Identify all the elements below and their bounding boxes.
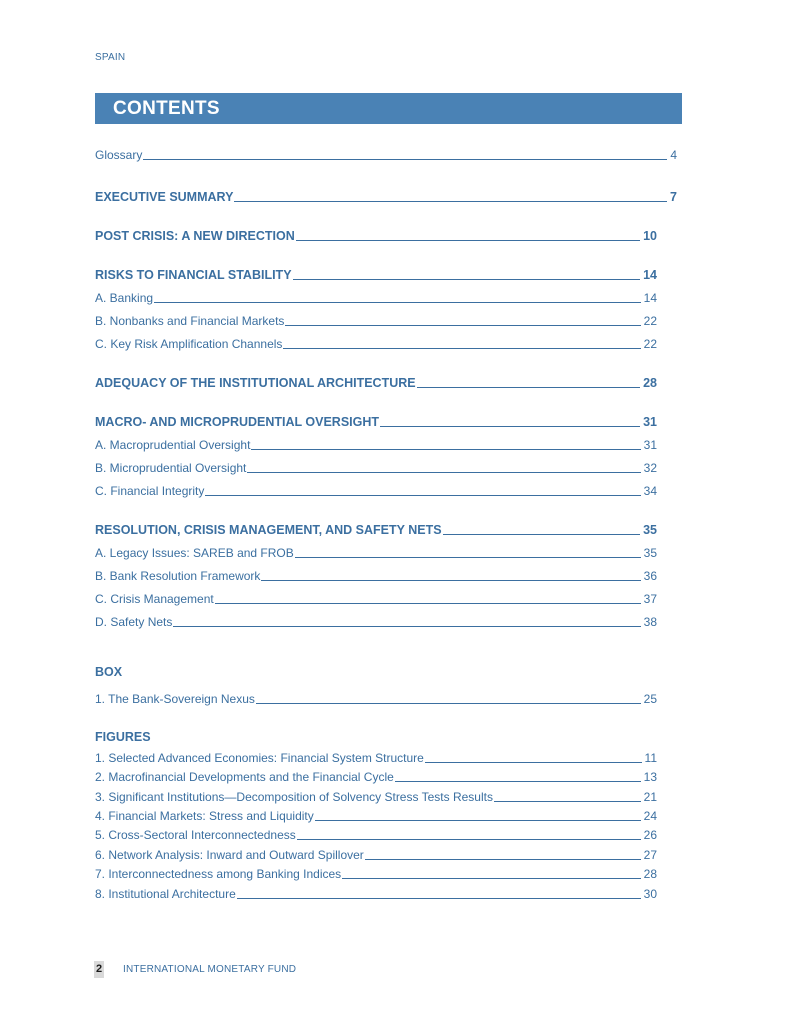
toc-entry-bank-resolution[interactable]: B. Bank Resolution Framework 36 [95,569,657,583]
figure-entry-3[interactable]: 3. Significant Institutions—Decomposition of Solvency Stress Tests Results 21 [95,790,657,804]
box-entry-bank-sovereign[interactable]: 1. The Bank-Sovereign Nexus 25 [95,692,657,706]
toc-entry-nonbanks[interactable]: B. Nonbanks and Financial Markets 22 [95,314,657,328]
box-section-title: BOX [95,665,123,679]
footer-publisher: INTERNATIONAL MONETARY FUND [123,964,297,975]
toc-entry-key-risk[interactable]: C. Key Risk Amplification Channels 22 [95,337,657,351]
toc-entry-microprudential[interactable]: B. Microprudential Oversight 32 [95,461,657,475]
footer-page-number: 2 [94,961,104,978]
toc-entry-risks[interactable]: RISKS TO FINANCIAL STABILITY 14 [95,268,657,282]
toc-entry-post-crisis[interactable]: POST CRISIS: A NEW DIRECTION 10 [95,229,657,243]
contents-title: CONTENTS [113,98,220,119]
figure-entry-8[interactable]: 8. Institutional Architecture 30 [95,887,657,901]
figure-entry-4[interactable]: 4. Financial Markets: Stress and Liquidity 24 [95,809,657,823]
toc-entry-macroprudential[interactable]: A. Macroprudential Oversight 31 [95,438,657,452]
figures-section-title: FIGURES [95,730,151,744]
figure-entry-6[interactable]: 6. Network Analysis: Inward and Outward Spillover 27 [95,848,657,862]
toc-entry-adequacy[interactable]: ADEQUACY OF THE INSTITUTIONAL ARCHITECTURE 28 [95,376,657,390]
toc-entry-safety-nets[interactable]: D. Safety Nets 38 [95,615,657,629]
contents-banner [95,93,682,124]
toc-entry-legacy[interactable]: A. Legacy Issues: SAREB and FROB 35 [95,546,657,560]
figure-entry-1[interactable]: 1. Selected Advanced Economies: Financial System Structure 11 [95,751,657,765]
toc-entry-glossary[interactable]: Glossary 4 [95,148,677,162]
running-header: SPAIN [95,52,126,63]
toc-entry-financial-integrity[interactable]: C. Financial Integrity 34 [95,484,657,498]
toc-entry-crisis-management[interactable]: C. Crisis Management 37 [95,592,657,606]
toc-entry-resolution[interactable]: RESOLUTION, CRISIS MANAGEMENT, AND SAFETY NETS 35 [95,523,657,537]
toc-entry-banking[interactable]: A. Banking 14 [95,291,657,305]
toc-entry-macro-micro[interactable]: MACRO- AND MICROPRUDENTIAL OVERSIGHT 31 [95,415,657,429]
figure-entry-5[interactable]: 5. Cross-Sectoral Interconnectedness 26 [95,828,657,842]
figure-entry-2[interactable]: 2. Macrofinancial Developments and the Financial Cycle 13 [95,770,657,784]
figure-entry-7[interactable]: 7. Interconnectedness among Banking Indices 28 [95,867,657,881]
toc-entry-executive-summary[interactable]: EXECUTIVE SUMMARY 7 [95,190,677,204]
